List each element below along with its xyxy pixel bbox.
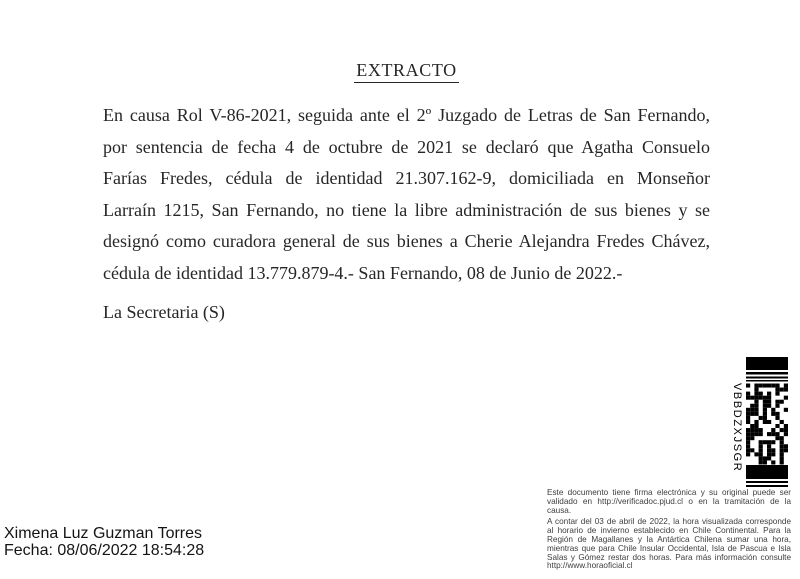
signer-block (4, 525, 204, 559)
closing-line: La Secretaria (S) (103, 302, 225, 322)
verification-code-text: VBBDZXJSGR (731, 383, 743, 473)
time-notice: A contar del 03 de abril de 2022, la hora visualizada corresponde al horario de invierno establecido en Chile Continental. Para la Región de Magallanes y la Antártica Chilena sumar una hora, mientras que para Chile Insular Occidental, Isla de Pascua e Isla Salas y Gómez restar dos horas. Para más información consulte http://www.horaoficial.cl (547, 517, 791, 571)
paragraph-line: cédula de identidad 13.779.879-4.- San Fernando, 08 de Junio de 2022.- (103, 262, 623, 283)
paragraph-line: Farías Fredes, cédula de identidad 21.307.162-9, domiciliada en Monseñor (103, 168, 710, 188)
signature-date: Fecha: 08/06/2022 18:54:28 (4, 542, 205, 559)
paragraph-line: Larraín 1215, San Fernando, no tiene la libre administración de sus bienes y se (103, 199, 710, 220)
signature-notice: Este documento tiene firma electrónica y su original puede ser validado en http://verificadoc.pjud.cl o en la tramitación de la causa. (547, 488, 791, 515)
pdf417-barcode-icon (746, 357, 788, 487)
body-paragraph (103, 100, 710, 289)
paragraph-line: En causa Rol V-86-2021, seguida ante el 2º Juzgado de Letras de San Fernando, (103, 105, 710, 125)
paragraph-line: por sentencia de fecha 4 de octubre de 2021 se declaró que Agatha Consuelo (103, 136, 710, 157)
document-title: EXTRACTO (354, 60, 458, 83)
title-row (103, 60, 710, 83)
paragraph-line: designó como curadora general de sus bienes a Cherie Alejandra Fredes Chávez, (103, 231, 710, 251)
signer-name: Ximena Luz Guzman Torres (4, 525, 203, 542)
verification-notices (547, 489, 791, 574)
